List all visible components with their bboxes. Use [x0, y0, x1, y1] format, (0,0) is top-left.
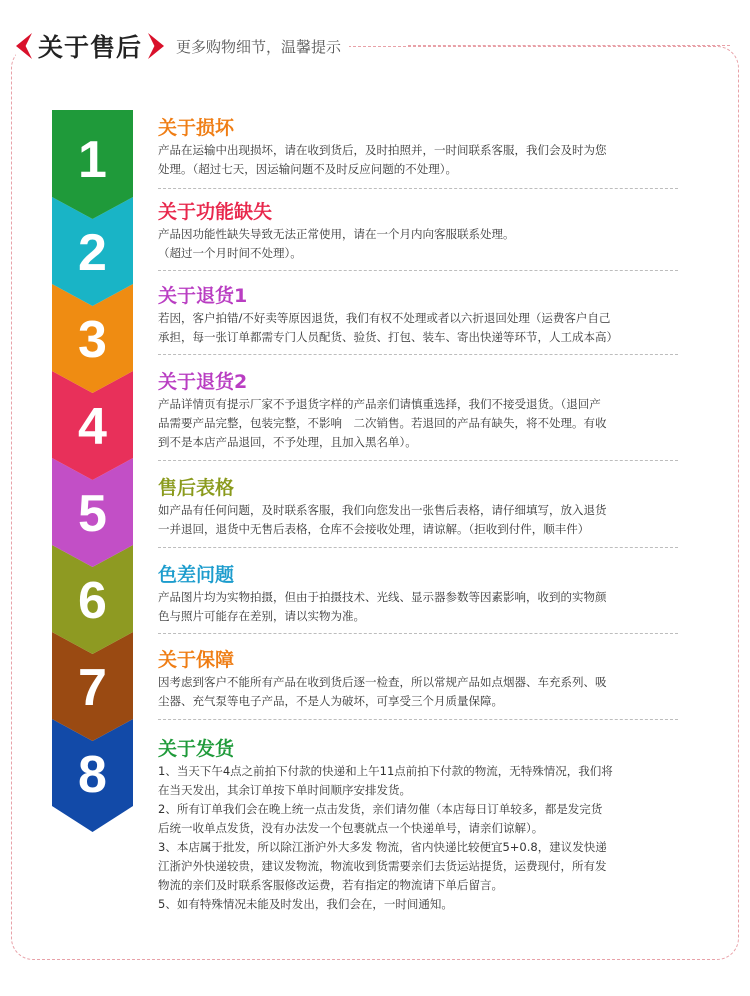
body-line: 产品详情页有提示厂家不予退货字样的产品亲们请慎重选择，我们不接受退货。（退回产 [158, 397, 601, 411]
section-divider [158, 547, 678, 548]
section-title: 关于功能缺失 [158, 201, 273, 223]
section-body [158, 309, 690, 347]
section-title: 色差问题 [158, 564, 235, 586]
section-title: 售后表格 [158, 477, 235, 499]
step-number: 5 [78, 485, 107, 543]
body-line: 承担，每一张订单都需专门人员配货、验货、打包、装车、寄出快递等环节，人工成本高） [158, 330, 618, 344]
body-line: 尘器、充气泵等电子产品，不是人为破坏，可享受三个月质量保障。 [158, 694, 503, 708]
body-line: 色与照片可能存在差别，请以实物为准。 [158, 609, 365, 623]
body-line: 产品图片均为实物拍摄，但由于拍摄技术、光线、显示器参数等因素影响，收到的实物颜 [158, 590, 607, 604]
step-number: 3 [78, 311, 107, 369]
body-line: 在当天发出，其余订单按下单时间顺序安排发货。 [158, 783, 411, 797]
section-body [158, 225, 690, 263]
section-body [158, 501, 690, 539]
body-line: 3、本店属于批发，所以除江浙沪外大多发 物流，省内快递比较便宜5+0.8，建议发快递 [158, 840, 607, 854]
section-3 [158, 284, 690, 347]
section-title: 关于损坏 [158, 117, 235, 139]
step-number: 6 [78, 572, 107, 630]
bracket-left-icon [16, 33, 32, 59]
section-title: 关于退货2 [158, 371, 248, 393]
body-line: 后统一收单点发货，没有办法发一个包裹就点一个快递单号，请亲们谅解）。 [158, 821, 544, 835]
section-title: 关于退货1 [158, 285, 248, 307]
section-6 [158, 563, 690, 626]
body-line: 若因，客户拍错/不好卖等原因退货，我们有权不处理或者以六折退回处理（运费客户自己 [158, 311, 611, 325]
section-divider [158, 633, 678, 634]
section-title: 关于保障 [158, 649, 235, 671]
section-5 [158, 476, 690, 539]
step-number: 8 [78, 746, 107, 804]
section-4 [158, 370, 690, 452]
body-line: 1、当天下午4点之前拍下付款的快递和上午11点前拍下付款的物流，无特殊情况，我们将 [158, 764, 613, 778]
section-1 [158, 116, 690, 179]
header-divider [408, 45, 730, 46]
body-line: 2、所有订单我们会在晚上统一点击发货，亲们请勿催（本店每日订单较多，都是发完货 [158, 802, 603, 816]
section-body [158, 762, 690, 914]
body-line: 到不是本店产品退回，不予处理，且加入黑名单）。 [158, 435, 417, 449]
bracket-right-icon [148, 33, 164, 59]
step-number: 7 [78, 659, 107, 717]
step-number: 1 [78, 131, 107, 189]
body-line: 如产品有任何问题，及时联系客服，我们向您发出一张售后表格，请仔细填写，放入退货 [158, 503, 607, 517]
section-divider [158, 719, 678, 720]
section-body [158, 588, 690, 626]
ribbon-segment-1 [52, 110, 133, 219]
step-number: 4 [78, 398, 107, 456]
section-divider [158, 270, 678, 271]
section-header [16, 28, 349, 64]
section-body [158, 673, 690, 711]
body-line: 物流的亲们及时联系客服修改运费，若有指定的物流请下单后留言。 [158, 878, 503, 892]
section-divider [158, 354, 678, 355]
section-8 [158, 737, 690, 914]
section-7 [158, 648, 690, 711]
section-divider [158, 460, 678, 461]
section-body [158, 395, 690, 452]
section-body [158, 141, 690, 179]
body-line: 江浙沪外快递较贵，建议发物流，物流收到货需要亲们去货运站提货，运费现付，所有发 [158, 859, 607, 873]
body-line: 5、如有特殊情况未能及时发出，我们会在，一时间通知。 [158, 897, 453, 911]
body-line: 一并退回，退货中无售后表格，仓库不会接收处理，请谅解。（拒收到付件，顺丰件） [158, 522, 590, 536]
body-line: 产品因功能性缺失导致无法正常使用，请在一个月内向客服联系处理。 [158, 227, 515, 241]
step-number: 2 [78, 224, 107, 282]
section-divider [158, 188, 678, 189]
body-line: 因考虑到客户不能所有产品在收到货后逐一检查，所以常规产品如点烟器、车充系列、吸 [158, 675, 607, 689]
header-subtitle: 更多购物细节，温馨提示 [176, 37, 342, 56]
body-line: 品需要产品完整，包装完整，不影响 二次销售。若退回的产品有缺失，将不处理。有收 [158, 416, 607, 430]
body-line: 处理。（超过七天，因运输问题不及时反应问题的不处理）。 [158, 162, 457, 176]
section-2 [158, 200, 690, 263]
section-title: 关于发货 [158, 738, 235, 760]
header-title: 关于售后 [38, 33, 143, 62]
body-line: 产品在运输中出现损坏，请在收到货后，及时拍照并，一时间联系客服，我们会及时为您 [158, 143, 607, 157]
body-line: （超过一个月时间不处理）。 [158, 246, 302, 260]
